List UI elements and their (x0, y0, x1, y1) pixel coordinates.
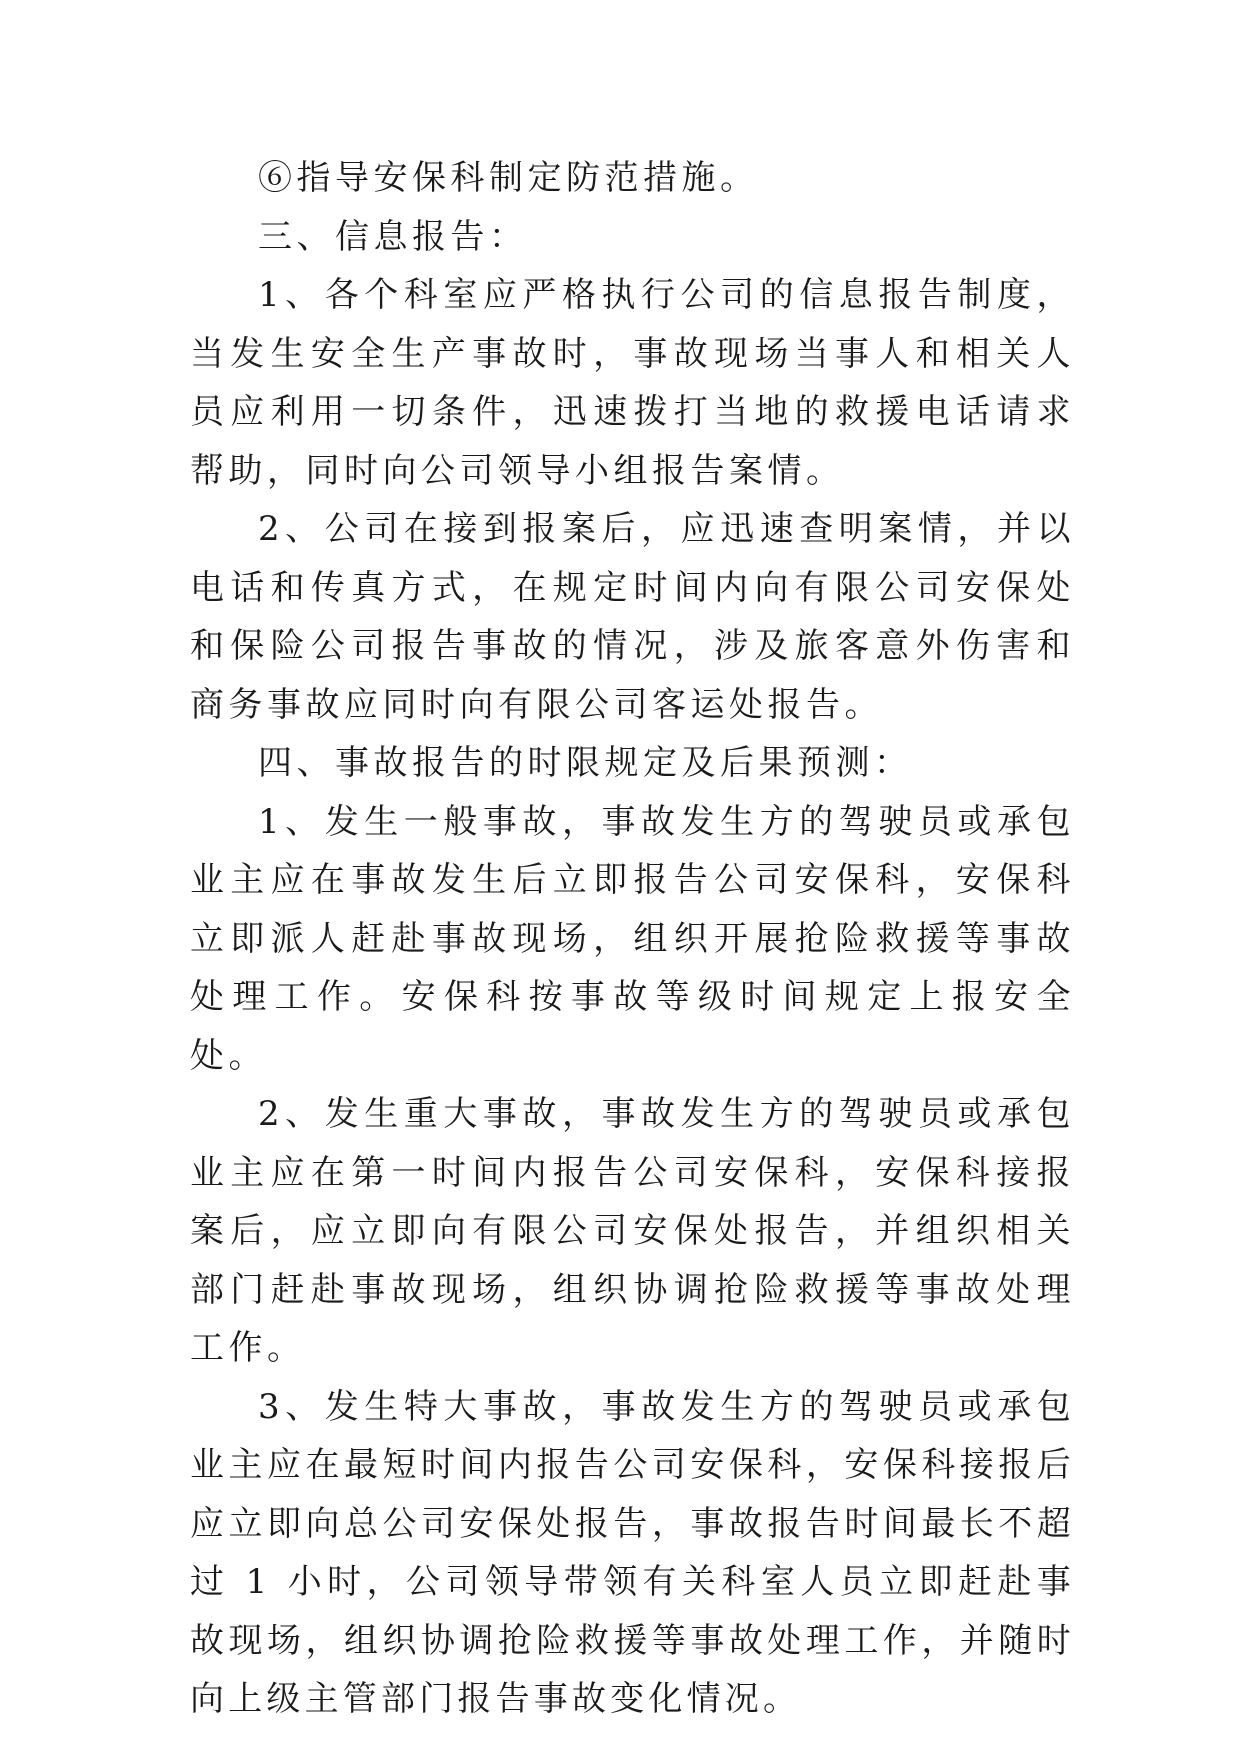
paragraph-major-accident: 2、发生重大事故，事故发生方的驾驶员或承包业主应在第一时间内报告公司安保科，安保科接报案后，应立即向有限公司安保处报告，并组织相关部门赶赴事故现场，组织协调抢险救援等事故处理工作。 (190, 1094, 1075, 1368)
paragraph-prevention-measures: ⑥指导安保科制定防范措施。 (258, 158, 759, 198)
paragraph-general-accident: 1、发生一般事故，事故发生方的驾驶员或承包业主应在事故发生后立即报告公司安保科，安保科立即派人赶赴事故现场，组织开展抢险救援等事故处理工作。安保科按事故等级时间规定上报安全处。 (190, 801, 1075, 1076)
heading-report-time-limits: 四、事故报告的时限规定及后果预测： (258, 743, 913, 783)
paragraph-company-report: 2、公司在接到报案后，应迅速查明案情，并以电话和传真方式，在规定时间内向有限公司安保处和保险公司报告事故的情况，涉及旅客意外伤害和商务事故应同时向有限公司客运处报告。 (190, 509, 1075, 725)
paragraph-report-system: 1、各个科室应严格执行公司的信息报告制度，当发生安全生产事故时，事故现场当事人和相关人员应利用一切条件，迅速拨打当地的救援电话请求帮助，同时向公司领导小组报告案情。 (190, 275, 1075, 491)
document-body (190, 149, 1075, 1729)
paragraph-severe-accident: 3、发生特大事故，事故发生方的驾驶员或承包业主应在最短时间内报告公司安保科，安保科接报后应立即向总公司安保处报告，事故报告时间最长不超过 1 小时，公司领导带领有关科室人员立即赶赴事故现场，组织协调抢险救援等事故处理工作，并随时向上级主管部门报告事故变化情况。 (190, 1386, 1075, 1719)
heading-information-report: 三、信息报告： (258, 216, 528, 257)
